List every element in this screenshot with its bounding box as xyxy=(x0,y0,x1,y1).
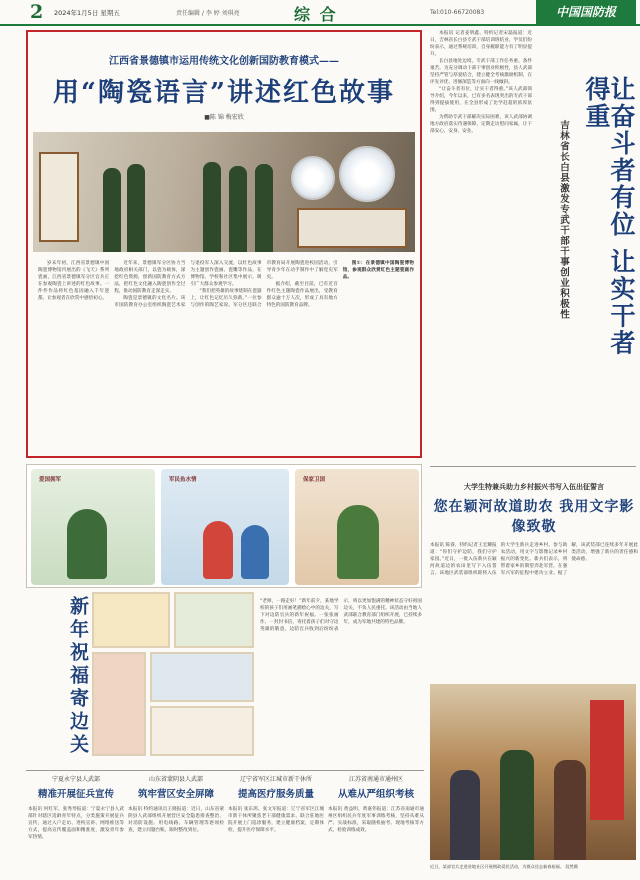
brief-body: 本报讯 何红军、张秀琴报道：宁夏永宁县人武部针对辖区适龄青年特点，分类施策开展征兵宣传，通过入户走访、进校宣讲、网络推送等方式，提高宣传覆盖面和精准度，激发青年参军热情。 xyxy=(28,807,124,840)
soldier-figure xyxy=(255,164,273,252)
soldier-figure xyxy=(229,166,247,252)
cartoon-soldier xyxy=(337,505,379,579)
brief-kicker: 江苏省南通市通州区 xyxy=(348,776,403,783)
student-kicker: 大学生特兼兵助力乡村振兴书写入伍出征誓言 xyxy=(464,482,604,491)
porcelain-plate xyxy=(291,156,335,200)
newspaper-logo: 中国国防报 xyxy=(536,0,636,24)
brief-article xyxy=(128,774,224,874)
comic-caption: 爱国拥军 xyxy=(39,477,62,483)
brief-kicker: 山东省蒙阴县人武部 xyxy=(148,776,203,783)
cartoon-child xyxy=(241,525,269,579)
photo-caption: 图①：在景德镇中国陶瓷博物馆，参观群众欣赏红色主题瓷画作品。 xyxy=(342,261,414,280)
right-feature-body xyxy=(430,30,532,470)
brief-kicker: 宁夏永宁县人武部 xyxy=(51,776,100,783)
section-name: 综 合 xyxy=(294,5,338,24)
right-feature-subhead: 吉林省长白县激发专武干部干事创业积极性 xyxy=(558,120,569,320)
issue-date: 2024年1月5日 星期五 xyxy=(54,9,120,17)
soldier-figure xyxy=(203,162,221,252)
paragraph: 为帮助专武干部解决实际困难，该人武部协调地方政府落实待遇保障，定期走访慰问家属，让干部安心、安身、安业。 xyxy=(430,115,532,134)
student-article xyxy=(430,470,638,682)
porcelain-plate xyxy=(339,146,395,202)
brief-article xyxy=(28,774,124,874)
page-number: 2 xyxy=(30,1,44,23)
right-feature-title-block xyxy=(536,60,638,360)
brief-article xyxy=(328,774,424,874)
paragraph: 岁末年初，江西省景德镇中国陶瓷博物馆内展出的《飞天》系列瓷画，江西省景德镇军分区官兵正在参观陶瓷上讲述的红色故事。一件件作品将红色基因融入千年瓷都，让参观者在欣赏中感悟初心。 xyxy=(38,261,110,301)
brief-headline: 从难从严组织考核 xyxy=(337,789,414,800)
lead-headline: 用“陶瓷语言”讲述红色故事 xyxy=(53,78,395,108)
brief-body: 本报讯 黄益明、黄嘉伟报道：江苏省南通市通州区组织民兵年度军事训练考核，坚持从难从严、实战标准，采取随机抽考、现地考核等方式，检验训练成效。 xyxy=(328,807,424,833)
person-figure xyxy=(554,760,586,860)
comic-strip xyxy=(26,464,422,588)
editors-line: 责任编辑 / 李 婷 刘琪亮 xyxy=(176,10,240,17)
comic-caption: 军民鱼水情 xyxy=(169,477,197,483)
brief-headline: 筑牢营区安全屏障 xyxy=(137,789,214,800)
photo-caption: 近日，某部官兵走进驻地社区开展拥政爱民活动，为群众送去新春祝福。 段然摄 xyxy=(430,864,578,869)
display-frame xyxy=(39,152,79,242)
child-drawing xyxy=(92,652,146,756)
child-letter xyxy=(174,592,254,648)
lead-photo xyxy=(33,132,415,252)
lead-article xyxy=(26,30,422,458)
person-figure xyxy=(450,770,480,860)
comic-caption: 保家卫国 xyxy=(303,477,326,483)
page-header xyxy=(0,0,640,26)
person-figure xyxy=(500,750,534,860)
brief-body: 本报讯 张东鸿、张文军报道：辽宁省军区江城市新干休所聚焦老干部健康需求，联合驻地医院开展上门巡诊服务，建立健康档案，定期体检，提升医疗保障水平。 xyxy=(228,807,324,833)
lead-byline: ■陈 锦 梅宏欣 xyxy=(204,114,244,121)
paragraph: “让奋斗者有位，让实干者得重。”该人武部领导介绍，今年以来，已有多名表现突出的专武干部得到提拔使用，在全县形成了比学赶超的浓厚氛围。 xyxy=(430,87,532,113)
right-feature-headline: 让奋斗者有位 让实干者得重 xyxy=(582,76,636,357)
child-letter xyxy=(150,706,254,756)
divider xyxy=(26,770,424,771)
brief-kicker: 辽宁省军区江城市新干休所 xyxy=(239,776,312,783)
paragraph: 据介绍，截至目前，已有近百件红色主题陶瓷作品展出，受教育群众逾十万人次，形成了具有地方特色的国防教育品牌。 xyxy=(266,282,338,308)
lead-body xyxy=(38,260,414,448)
brief-body: 本报讯 特约通讯员王晓报道：近日，山东省蒙阴县人武部组织开展营区安全隐患排查整治，对消防设施、用电线路、车辆管理等逐项检查，建立问题台账，限时整改到位。 xyxy=(128,807,224,833)
new-year-headline: 新年祝福寄边关 xyxy=(67,596,89,757)
brief-headline: 提高医疗服务质量 xyxy=(237,789,314,800)
divider xyxy=(430,466,636,467)
calligraphy-scroll xyxy=(590,700,624,820)
soldier-figure xyxy=(127,164,145,252)
display-frame xyxy=(297,208,407,248)
soldier-figure xyxy=(103,168,121,252)
paragraph: “我们把英雄的故事烧制在瓷器上，让红色记忆历久弥新。”一位参与创作的陶艺家说。军分区还联合市教育局开展陶瓷进校园活动，引导青少年在动手制作中了解党史军史。 xyxy=(190,261,338,308)
new-year-body: “老师，一路走好！”新年前夕，某地学校的孩子们用画笔描绘心中的边关，写下对边防官兵的新年祝福。一张张画作、一封封书信，寄托着孩子们对守边英雄的敬意。边防官兵收到后纷纷表示，将以更加饱满的精神状态守好祖国边关，不负人民重托。该活动由当地人武部联合教育部门组织开展，已持续多年，成为军地共建的特色品牌。 xyxy=(260,599,422,632)
child-drawing xyxy=(150,652,254,702)
student-headline: 您在颖河故道助农 我用文字影像致敬 xyxy=(433,499,635,535)
child-letter xyxy=(92,592,170,648)
brief-headline: 精准开展征兵宣传 xyxy=(37,789,114,800)
paragraph: 长白县地处边境，专武干部工作任务重、条件艰苦。为充分调动干部干事创业积极性，县人武部坚持严管与厚爱结合，建立健全考核激励机制，在评先评优、进修深造等方面向一线倾斜。 xyxy=(430,59,532,85)
cartoon-child xyxy=(203,521,233,579)
community-photo xyxy=(430,684,636,860)
lead-kicker: 江西省景德镇市运用传统文化创新国防教育模式—— xyxy=(109,56,339,67)
letters-collage xyxy=(92,592,256,760)
paragraph: 近年来，景德镇军分区协力当地政府相关部门，以瓷为载体，深挖红色资源，创新国防教育方式方法，把红色文化融入陶瓷创作全过程，推动国防教育走深走实。 xyxy=(114,261,186,294)
paragraph: 本报讯 记者姜明鑫、特约记者宋磊报道：近日，吉林省长白县专武干部培训班结业，学员们纷纷表示，通过系统培训，自身履职能力有了明显提升。 xyxy=(430,31,532,57)
student-body: 本报讯 陈睿、特约记者王宏耀报道：“你们守护边防，我们守护家园。”近日，一批入伍新兵在颖河故道边的农田里写下入伍誓言。该地区武装部组织即将入伍的大学生新兵走进乡村，参与助农活动，用文字与影像记录乡村振兴的新变化。新兵们表示，将带着家乡的期望奔赴军营，在强军兴军的征程中建功立业。据了解，该武装部已连续多年开展此类活动，增强了新兵的责任感和使命感。 xyxy=(430,543,638,576)
paragraph: 陶瓷是景德镇的文化名片。该市国防教育办公室组织陶瓷艺术家与退役军人深入交流，以红色故事为主题创作瓷画、瓷雕等作品，在博物馆、学校和社区集中展示，吸引广大群众参观学习。 xyxy=(114,261,262,308)
cartoon-soldier xyxy=(67,509,107,579)
brief-article xyxy=(228,774,324,874)
telephone: Tel:010-66720083 xyxy=(430,9,485,16)
